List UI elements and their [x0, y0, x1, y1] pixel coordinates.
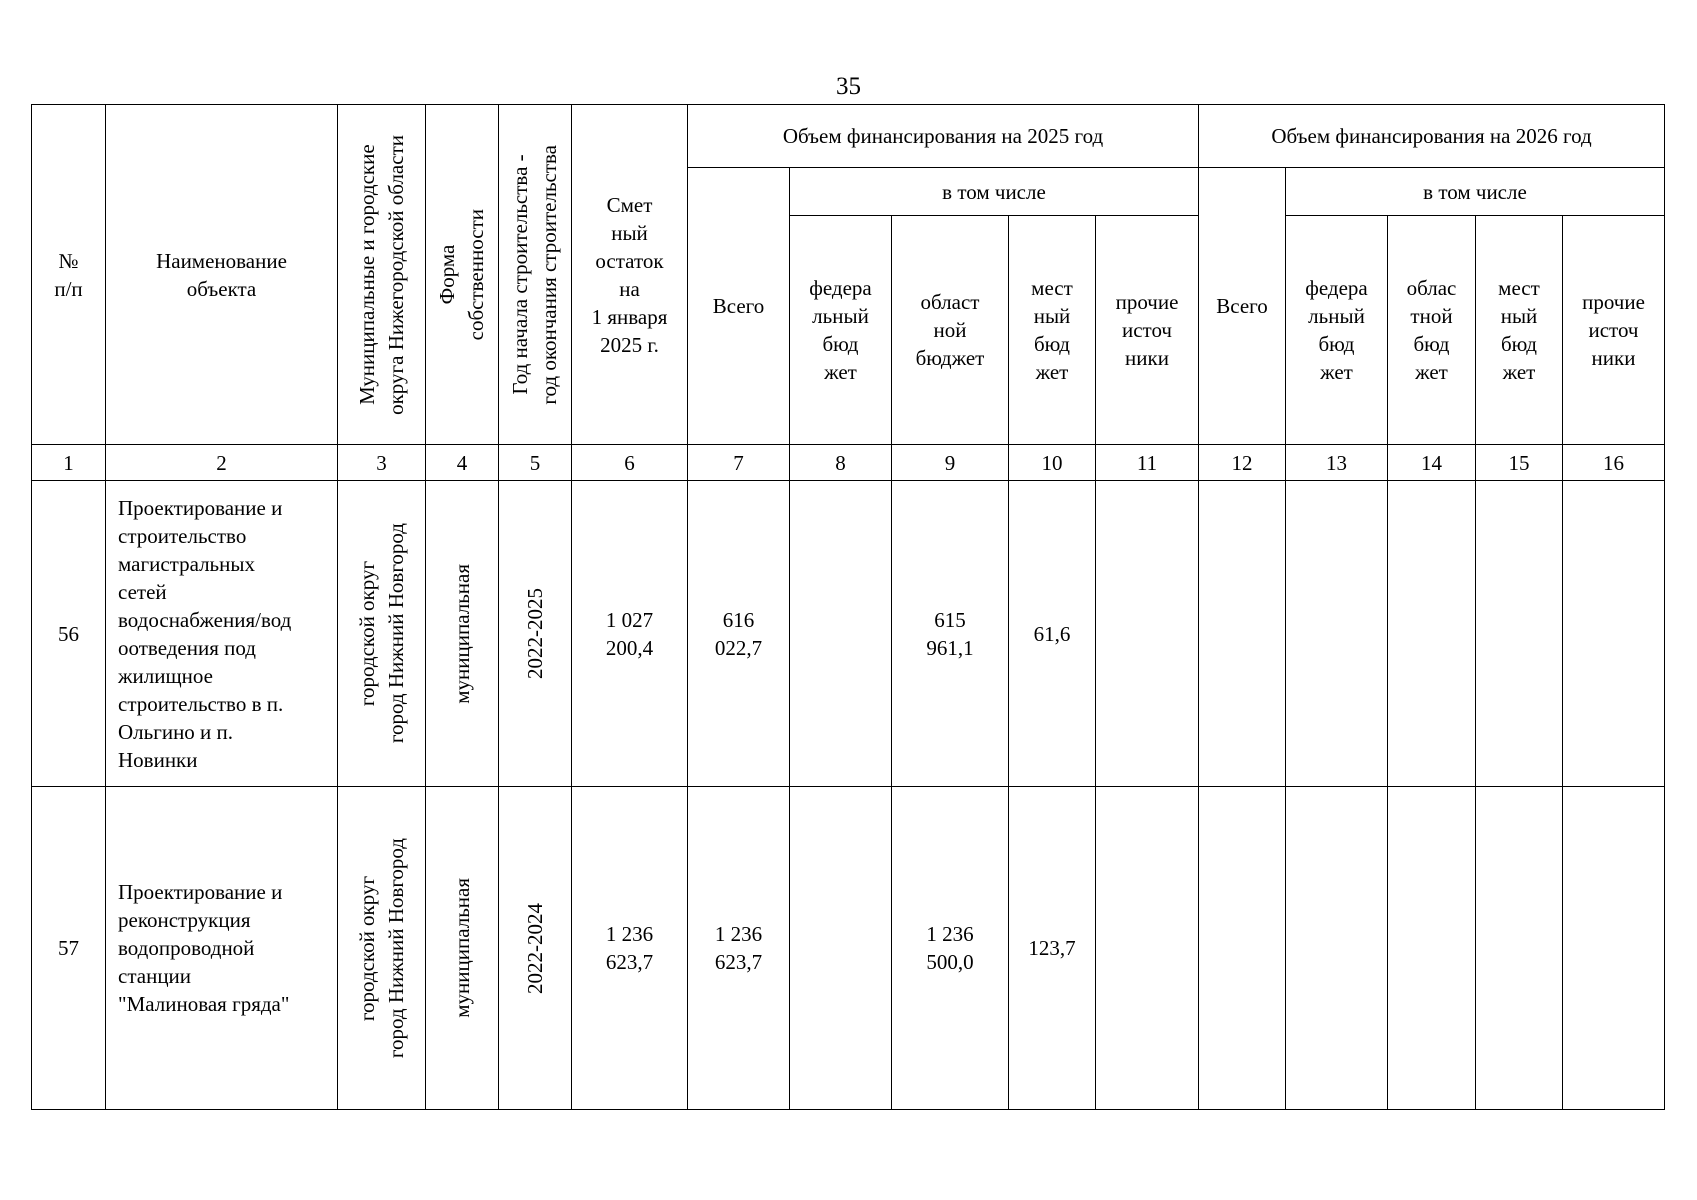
header-regional-2025: област ной бюджет — [892, 216, 1009, 445]
column-number: 3 — [338, 445, 426, 481]
table-row — [32, 787, 1665, 1110]
federal-2026 — [1286, 787, 1388, 1110]
other-2026 — [1563, 787, 1665, 1110]
header-estimate-balance: Смет ный остаток на 1 января 2025 г. — [572, 105, 688, 445]
local-2025: 123,7 — [1009, 787, 1096, 1110]
construction-years: 2022-2025 — [499, 481, 572, 787]
header-including-2025: в том числе — [790, 168, 1199, 216]
header-total-2026: Всего — [1199, 168, 1286, 445]
column-number: 8 — [790, 445, 892, 481]
page-number: 35 — [836, 73, 861, 100]
row-number: 57 — [32, 787, 106, 1110]
table-row — [32, 481, 1665, 787]
column-number: 12 — [1199, 445, 1286, 481]
local-2025: 61,6 — [1009, 481, 1096, 787]
header-regional-2026: облас тной бюд жет — [1388, 216, 1476, 445]
column-number: 10 — [1009, 445, 1096, 481]
column-numbers-row — [32, 445, 1665, 481]
column-number: 11 — [1096, 445, 1199, 481]
header-total-2025: Всего — [688, 168, 790, 445]
header-federal-2026: федера льный бюд жет — [1286, 216, 1388, 445]
column-number: 14 — [1388, 445, 1476, 481]
header-object-name: Наименование объекта — [106, 105, 338, 445]
column-number: 1 — [32, 445, 106, 481]
column-number: 16 — [1563, 445, 1665, 481]
regional-2026 — [1388, 481, 1476, 787]
row-number: 56 — [32, 481, 106, 787]
column-number: 9 — [892, 445, 1009, 481]
regional-2025: 1 236 500,0 — [892, 787, 1009, 1110]
other-2025 — [1096, 787, 1199, 1110]
column-number: 7 — [688, 445, 790, 481]
other-2025 — [1096, 481, 1199, 787]
column-number: 6 — [572, 445, 688, 481]
header-other-2026: прочие источ ники — [1563, 216, 1665, 445]
regional-2026 — [1388, 787, 1476, 1110]
local-2026 — [1476, 481, 1563, 787]
column-number: 4 — [426, 445, 499, 481]
total-2026 — [1199, 787, 1286, 1110]
ownership: муниципальная — [426, 481, 499, 787]
header-ownership: Форма собственности — [426, 105, 499, 445]
column-number: 13 — [1286, 445, 1388, 481]
ownership: муниципальная — [426, 787, 499, 1110]
object-name: Проектирование и строительство магистральных сетей водоснабжения/вод оотведения под жилищное строительство в п. Ольгино и п. Новинки — [106, 481, 338, 787]
header-federal-2025: федера льный бюд жет — [790, 216, 892, 445]
header-construction-years: Год начала строительства - год окончания строительства — [499, 105, 572, 445]
regional-2025: 615 961,1 — [892, 481, 1009, 787]
federal-2025 — [790, 787, 892, 1110]
column-number: 2 — [106, 445, 338, 481]
object-name: Проектирование и реконструкция водопроводной станции "Малиновая гряда" — [106, 787, 338, 1110]
column-number: 15 — [1476, 445, 1563, 481]
financing-table — [31, 104, 1665, 1110]
header-financing-2025: Объем финансирования на 2025 год — [688, 105, 1199, 168]
municipality: городской округ город Нижний Новгород — [338, 787, 426, 1110]
header-local-2025: мест ный бюд жет — [1009, 216, 1096, 445]
header-number: № п/п — [32, 105, 106, 445]
federal-2026 — [1286, 481, 1388, 787]
construction-years: 2022-2024 — [499, 787, 572, 1110]
local-2026 — [1476, 787, 1563, 1110]
estimate-balance: 1 027 200,4 — [572, 481, 688, 787]
estimate-balance: 1 236 623,7 — [572, 787, 688, 1110]
header-local-2026: мест ный бюд жет — [1476, 216, 1563, 445]
total-2025: 616 022,7 — [688, 481, 790, 787]
header-other-2025: прочие источ ники — [1096, 216, 1199, 445]
column-number: 5 — [499, 445, 572, 481]
total-2026 — [1199, 481, 1286, 787]
header-financing-2026: Объем финансирования на 2026 год — [1199, 105, 1665, 168]
other-2026 — [1563, 481, 1665, 787]
municipality: городской округ город Нижний Новгород — [338, 481, 426, 787]
header-including-2026: в том числе — [1286, 168, 1665, 216]
federal-2025 — [790, 481, 892, 787]
total-2025: 1 236 623,7 — [688, 787, 790, 1110]
header-municipality: Муниципальные и городские округа Нижегородской области — [338, 105, 426, 445]
